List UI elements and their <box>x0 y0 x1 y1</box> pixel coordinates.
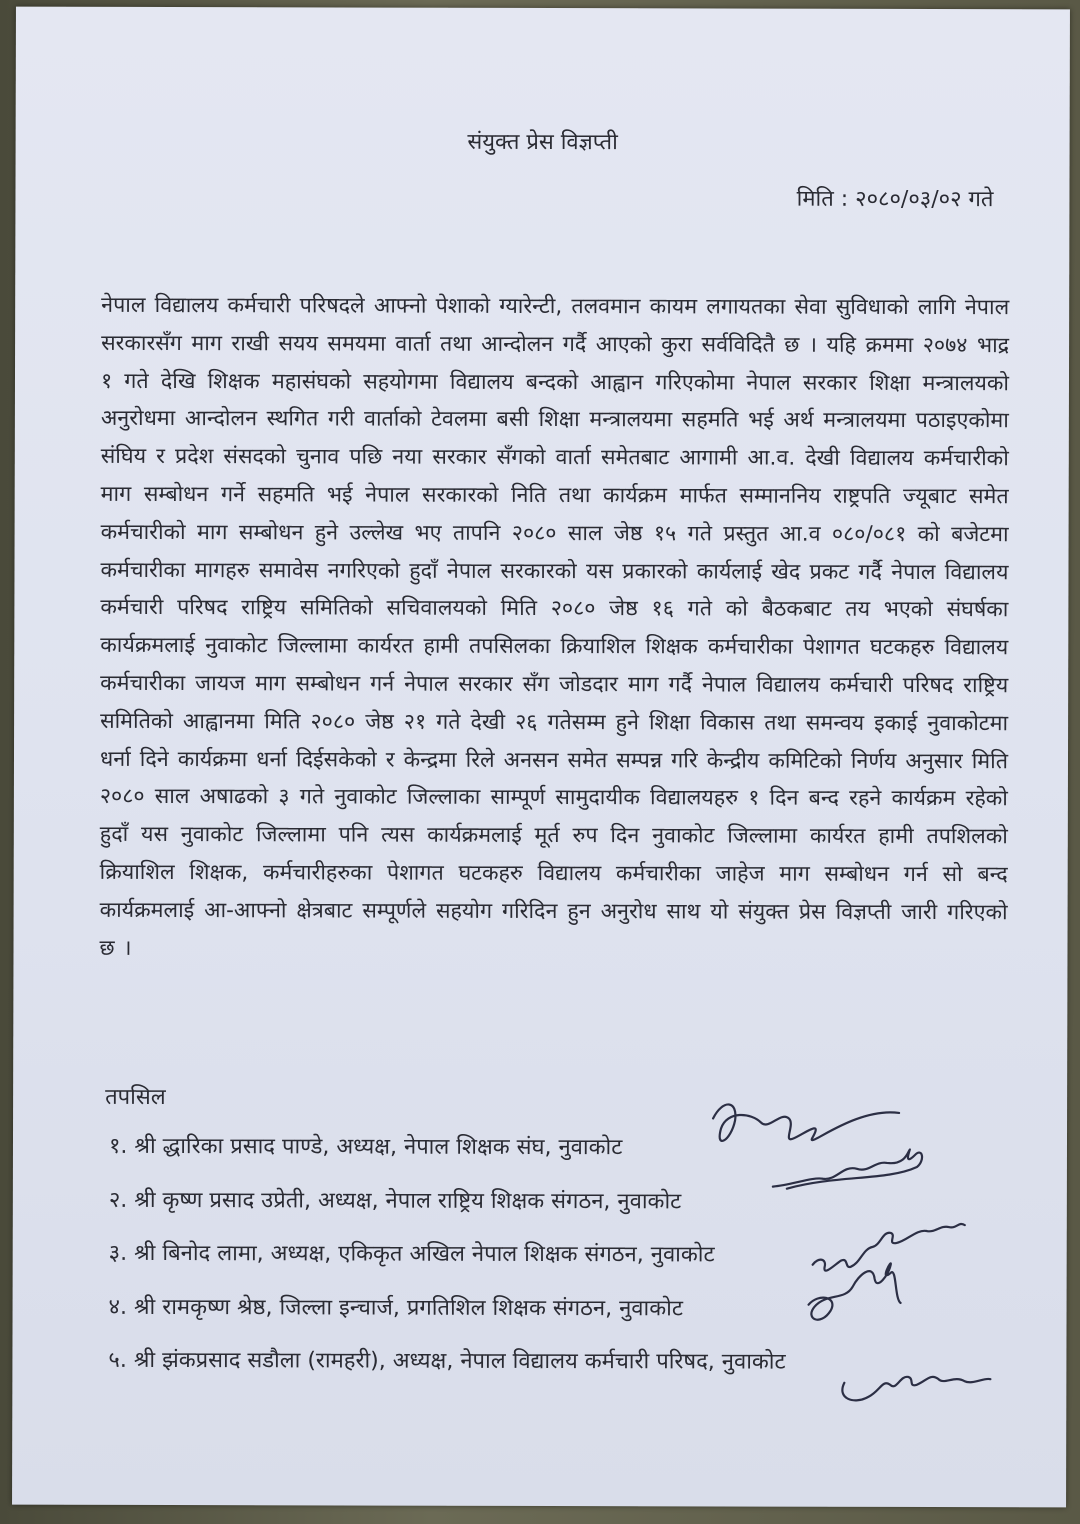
document-date: मिति : २०८०/०३/०२ गते <box>796 186 994 213</box>
document-title: संयुक्त प्रेस विज्ञप्ती <box>467 129 618 156</box>
document-page <box>12 7 1070 1508</box>
tapsil-heading: तपसिल <box>105 1084 166 1111</box>
signatory-item: १. श्री द्धारिका प्रसाद पाण्डे, अध्यक्ष, नेपाल शिक्षक संघ, नुवाकोट <box>108 1133 623 1161</box>
signatory-item: ३. श्री बिनोद लामा, अध्यक्ष, एकिकृत अखिल नेपाल शिक्षक संगठन, नुवाकोट <box>108 1240 715 1268</box>
signatory-list <box>108 1131 1009 1401</box>
signatory-item: २. श्री कृष्ण प्रसाद उप्रेती, अध्यक्ष, नेपाल राष्ट्रिय शिक्षक संगठन, नुवाकोट <box>108 1187 682 1214</box>
signatory-item: ४. श्री रामकृष्ण श्रेष्ठ, जिल्ला इन्चार्ज, प्रगतिशिल शिक्षक संगठन, नुवाकोट <box>108 1294 683 1321</box>
signatory-item: ५. श्री झंकप्रसाद सडौला (रामहरी), अध्यक्ष, नेपाल विद्यालय कर्मचारी परिषद, नुवाकोट <box>108 1347 786 1375</box>
press-release-body: नेपाल विद्यालय कर्मचारी परिषदले आफ्नो पेशाको ग्यारेन्टी, तलवमान कायम लगायतका सेवा सुविधाको लागि नेपाल सरकारसँग माग राखी सयय समयमा वार्ता तथा आन्दोलन गर्दै आएको कुरा सर्वविदितै छ । यहि क्रममा २०७४ भाद्र १ गते देखि शिक्षक महासंघको सहयोगमा विद्यालय बन्दको आह्वान गरिएकोमा नेपाल सरकार शिक्षा मन्त्रालयको अनुरोधमा आन्दोलन स्थगित गरी वार्ताको टेवलमा बसी शिक्षा मन्त्रालयमा सहमति भई अर्थ मन्त्रालयमा पठाइएकोमा संघिय र प्रदेश संसदको चुनाव पछि नया सरकार सँगको वार्ता समेतबाट आगामी आ.व. देखी विद्यालय कर्मचारीको माग सम्बोधन गर्ने सहमति भई नेपाल सरकारको निति तथा कार्यक्रम मार्फत सम्माननिय राष्ट्रपति ज्यूबाट समेत कर्मचारीको माग सम्बोधन हुने उल्लेख भए तापनि २०८० साल जेष्ठ १५ गते प्रस्तुत आ.व ०८०/०८१ को बजेटमा कर्मचारीका मागहरु समावेस नगरिएको हुदाँ नेपाल सरकारको यस प्रकारको कार्यलाई खेद प्रकट गर्दै नेपाल विद्यालय कर्मचारी परिषद राष्ट्रिय समितिको सचिवालयको मिति २०८० जेष्ठ १६ गते को बैठकबाट तय भएको संघर्षका कार्यक्रमलाई नुवाकोट जिल्लामा कार्यरत हामी तपसिलका क्रियाशिल शिक्षक कर्मचारीका पेशागत घटकहरु विद्यालय कर्मचारीका जायज माग सम्बोधन गर्न नेपाल सरकार सँग जोडदार माग गर्दै नेपाल विद्यालय कर्मचारी परिषद राष्ट्रिय समितिको आह्वानमा मिति २०८० जेष्ठ २१ गते देखी २६ गतेसम्म हुने शिक्षा विकास तथा समन्वय इकाई नुवाकोटमा धर्ना दिने कार्यक्रमा धर्ना दिईसकेको र केन्द्रमा रिले अनसन समेत सम्पन्न गरि केन्द्रीय कमिटिको निर्णय अनुसार मिति २०८० साल अषाढको ३ गते नुवाकोट जिल्लाका साम्पूर्ण सामुदायीक विद्यालयहरु १ दिन बन्द रहने कार्यक्रम रहेको हुदाँ यस नुवाकोट जिल्लामा पनि त्यस कार्यक्रमलाई मूर्त रुप दिन नुवाकोट जिल्लामा कार्यरत हामी तपशिलको क्रियाशिल शिक्षक, कर्मचारीहरुका पेशागत घटकहरु विद्यालय कर्मचारीका जाहेज माग सम्बोधन गर्न सो बन्द कार्यक्रमलाई आ-आफ्नो क्षेत्रबाट सम्पूर्णले सहयोग गरिदिन हुन अनुरोध साथ यो संयुक्त प्रेस विज्ञप्ती जारी गरिएको छ । <box>99 292 1010 961</box>
